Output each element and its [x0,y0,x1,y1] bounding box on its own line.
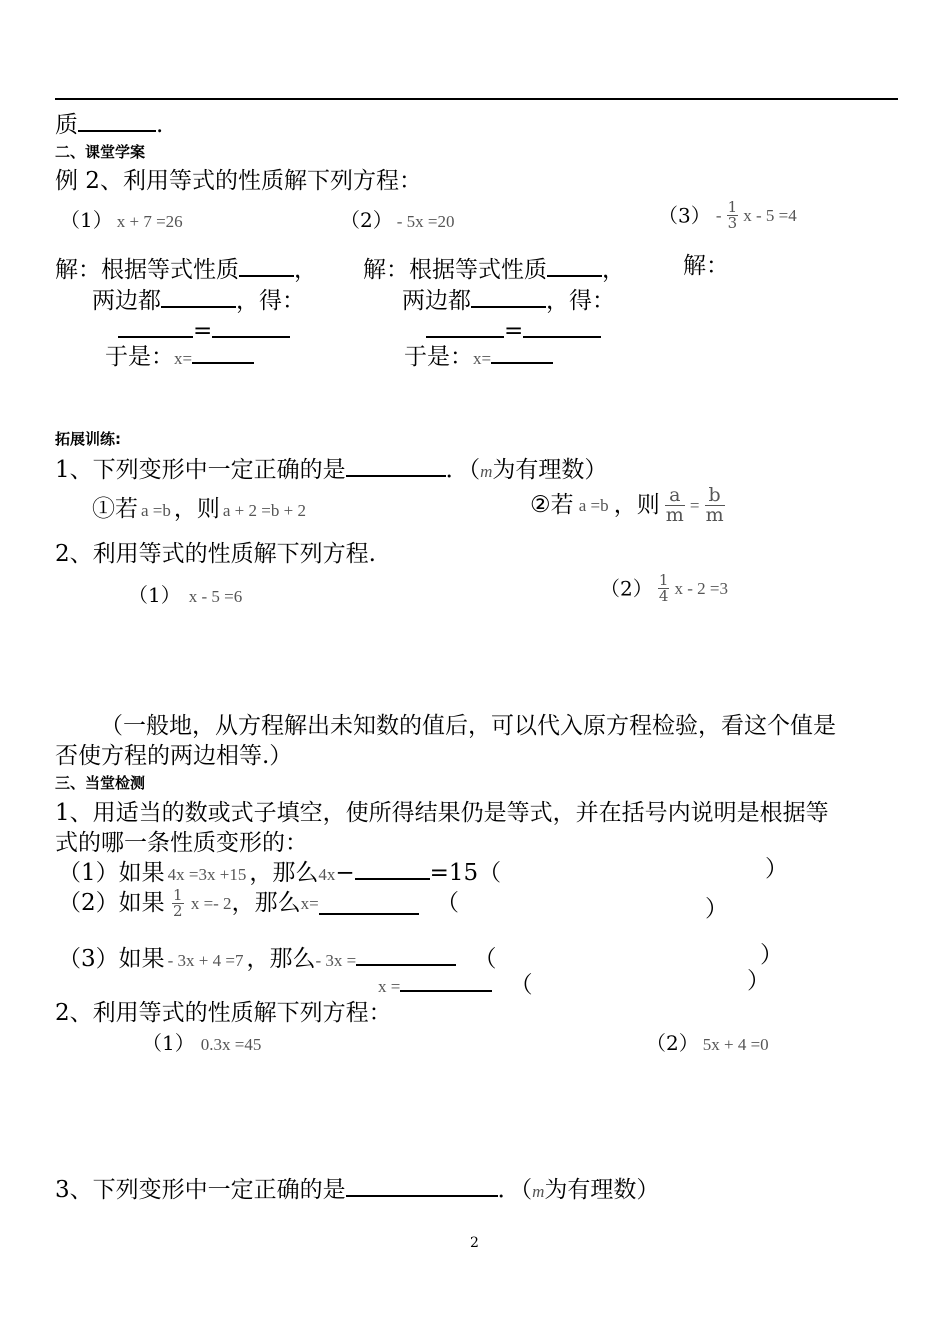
expression-blank[interactable] [356,944,456,966]
section-heading-3: 三、当堂检测 [55,774,146,792]
top-line: 质 . [55,112,164,138]
fraction-b-over-m: $\frac{b}{m}$ [705,484,724,526]
check-item-2: （2）如果 $\frac{1}{2}$ x =- 2，那么x= （ ） [58,886,728,922]
problem-2: （2） - 5x =20 [340,208,455,232]
term-blank[interactable] [355,858,430,880]
problem-3: （3） - $\frac{1}{3}$ x - 5 =4 [658,198,797,232]
operation-blank[interactable] [161,286,236,308]
operation-blank[interactable] [471,286,546,308]
solution-2-line-4: 于是：x= [404,342,553,369]
x-answer-blank[interactable] [319,893,419,915]
fraction-one-third: $\frac{1}{3}$ [727,198,738,232]
left-side-blank[interactable] [118,316,193,338]
x-answer-blank[interactable] [491,342,553,364]
extension-problem-2: （2） $\frac{1}{4}$ x - 2 =3 [600,571,728,605]
check-item-1: （1）如果 4x =3x +15 ，那么4x− =15（ ） [58,856,788,886]
solution-3-line-1: 解： [683,253,729,279]
fraction-a-over-m: $\frac{a}{m}$ [665,484,684,526]
option-1: ①若 a =b ，则 a + 2 =b + 2 [92,496,306,522]
check-problem-2: （2） 5x + 4 =0 [646,1031,769,1055]
section-heading-2: 二、课堂学案 [55,143,146,161]
left-side-blank[interactable] [426,316,504,338]
solution-2-line-3: = [426,316,601,343]
solution-1-line-4: 于是：x= [105,342,254,369]
x-answer-blank[interactable] [400,970,492,992]
fraction-one-fourth: $\frac{1}{4}$ [658,571,669,605]
check-item-3: （3）如果 - 3x + 4 =7 ，那么- 3x = （ ） [58,942,783,972]
extension-question-2: 2、利用等式的性质解下列方程. [55,541,376,567]
right-side-blank[interactable] [212,316,290,338]
problem-1: （1） x + 7 =26 [60,208,183,232]
header-rule [55,98,898,100]
answer-blank[interactable] [78,110,156,132]
option-2: ②若 a =b ，则 $\frac{a}{m}$ = $\frac{b}{m}$ [530,484,724,526]
answer-blank[interactable] [346,455,446,477]
fraction-one-half: $\frac{1}{2}$ [172,886,183,920]
extension-problem-1: （1） x - 5 =6 [128,583,243,607]
section-heading-extension: 拓展训练: [55,430,121,448]
x-answer-blank[interactable] [192,342,254,364]
note-line-1: （一般地，从方程解出未知数的值后，可以代入原方程检验，看这个值是 [100,713,836,739]
property-blank[interactable] [239,255,294,277]
right-side-blank[interactable] [523,316,601,338]
extension-question-1: 1、下列变形中一定正确的是 ．（m为有理数） [55,457,608,483]
solution-1-line-1: 解：根据等式性质 ， [55,257,317,283]
note-line-2: 否使方程的两边相等.） [55,743,293,769]
check-problem-1: （1） 0.3x =45 [142,1031,262,1055]
example-2-title: 例 2、利用等式的性质解下列方程： [55,168,422,194]
check-item-3-x: x = （ ） [378,968,770,998]
solution-2-line-2: 两边都 ，得： [402,288,615,314]
answer-blank[interactable] [346,1175,498,1197]
check-question-3: 3、下列变形中一定正确的是 ．（m为有理数） [55,1177,660,1203]
solution-2-line-1: 解：根据等式性质 ， [363,257,625,283]
check-question-1-line-1: 1、用适当的数或式子填空，使所得结果仍是等式，并在括号内说明是根据等 [55,800,829,826]
page-number: 2 [470,1235,479,1251]
check-question-2: 2、利用等式的性质解下列方程： [55,1000,392,1026]
solution-1-line-3: = [118,316,290,343]
property-blank[interactable] [547,255,602,277]
solution-1-line-2: 两边都 ，得： [92,288,305,314]
check-question-1-line-2: 式的哪一条性质变形的： [55,830,308,856]
